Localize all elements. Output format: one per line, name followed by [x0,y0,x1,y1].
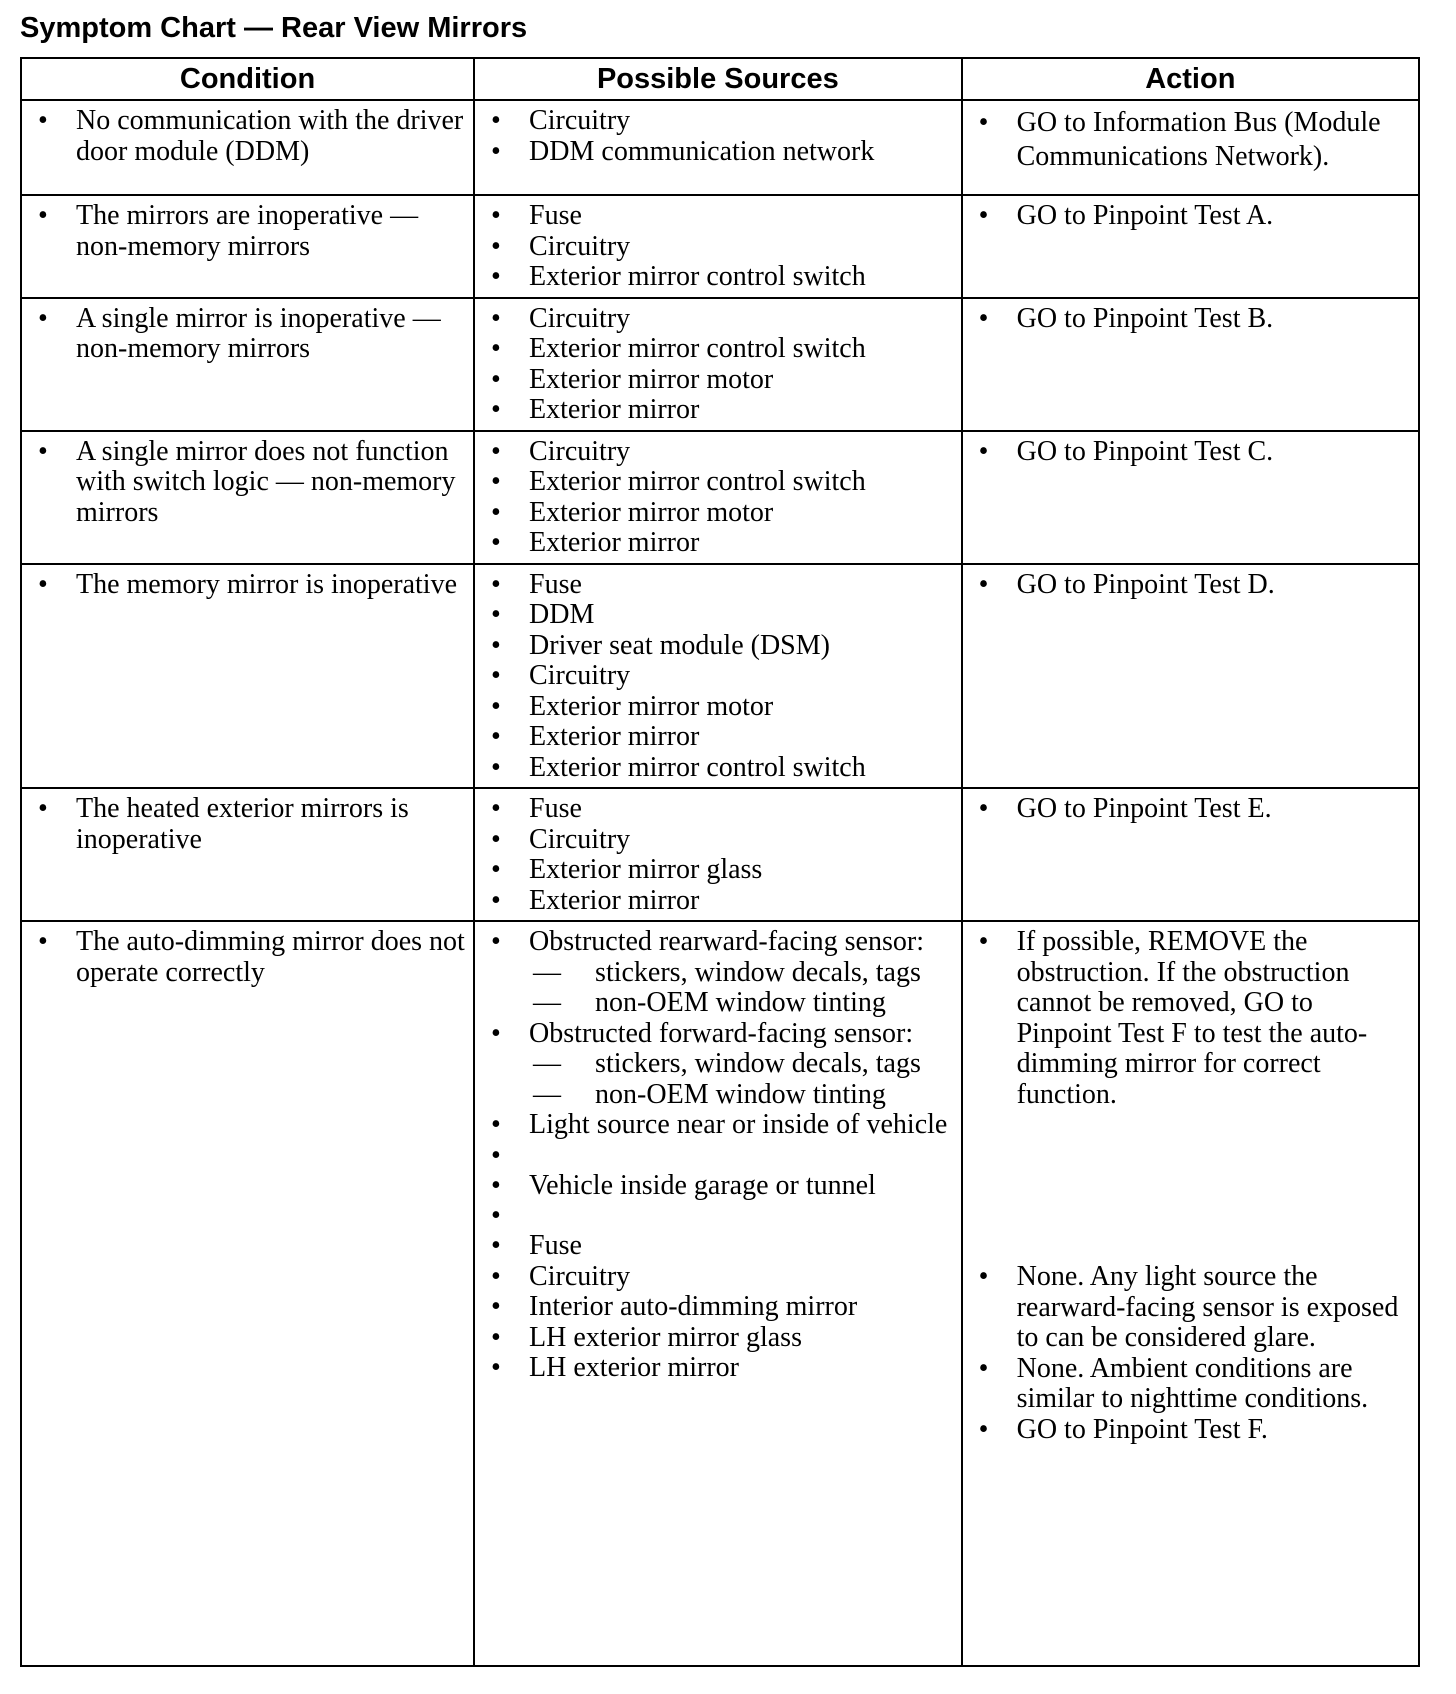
condition-cell [21,788,474,921]
action-cell [962,788,1419,921]
chart-title: Symptom Chart — Rear View Mirrors [20,12,528,44]
condition-cell [21,195,474,298]
source-item: • Exterior mirror control switch [483,334,955,365]
source-item: • Circuitry [483,825,955,856]
source-item: • Exterior mirror control switch [483,467,955,498]
condition-text: • A single mirror does not function with switch logic — non-memory mirrors [30,437,467,529]
sources-cell [474,195,962,298]
source-item: • Exterior mirror [483,886,955,917]
action-item: • None. Ambient conditions are similar to nighttime conditions. [971,1354,1412,1415]
action-item: • GO to Pinpoint Test C. [971,437,1412,468]
condition-cell [21,100,474,195]
spacer [483,1201,955,1231]
action-cell [962,564,1419,789]
header-action: Action [962,58,1419,100]
symptom-chart-table [20,57,1420,1667]
source-item [483,927,955,1019]
action-cell [962,298,1419,431]
sources-cell [474,921,962,1666]
condition-cell [21,431,474,564]
sources-cell [474,431,962,564]
source-item: • Light source near or inside of vehicle [483,1110,955,1141]
source-subitem: — non-OEM window tinting [529,988,955,1019]
sources-cell [474,564,962,789]
action-item: • GO to Pinpoint Test A. [971,201,1412,232]
source-item: • Exterior mirror control switch [483,753,955,784]
table-row [21,431,1419,564]
source-item: • DDM communication network [483,137,955,168]
condition-cell [21,298,474,431]
sources-cell [474,298,962,431]
source-item: • DDM [483,600,955,631]
action-cell [962,921,1419,1666]
header-row [21,58,1419,100]
source-heading: Obstructed forward-facing sensor: [529,1017,914,1049]
action-item: • GO to Pinpoint Test B. [971,304,1412,335]
action-item: • GO to Pinpoint Test E. [971,794,1412,825]
source-item [483,1019,955,1111]
sources-cell [474,100,962,195]
source-item: • Fuse [483,1231,955,1262]
source-item: • Fuse [483,794,955,825]
source-item: • Fuse [483,570,955,601]
source-item: • Circuitry [483,106,955,137]
table-row [21,921,1419,1666]
action-item: • If possible, REMOVE the obstruction. If the obstruction cannot be removed, GO to Pinpoint Test F to test the auto-dimming mirror for correct function. [971,927,1412,1110]
table-row [21,788,1419,921]
source-item: • Circuitry [483,437,955,468]
condition-text: • The auto-dimming mirror does not operate correctly [30,927,467,988]
table-row [21,195,1419,298]
condition-text: • A single mirror is inoperative — non-memory mirrors [30,304,467,365]
header-possible-sources: Possible Sources [474,58,962,100]
action-item: • GO to Pinpoint Test F. [971,1415,1412,1446]
condition-cell [21,921,474,1666]
source-heading: Obstructed rearward-facing sensor: [529,926,924,957]
action-item: • GO to Pinpoint Test D. [971,570,1412,601]
source-item: • Circuitry [483,304,955,335]
source-item: • Driver seat module (DSM) [483,631,955,662]
source-item: • LH exterior mirror [483,1353,955,1384]
source-item: • Exterior mirror glass [483,855,955,886]
source-subitem: — non-OEM window tinting [529,1080,955,1111]
source-item: • Exterior mirror motor [483,365,955,396]
header-condition: Condition [21,58,474,100]
source-subitem: — stickers, window decals, tags [529,958,955,989]
condition-text: • The heated exterior mirrors is inoperative [30,794,467,855]
action-cell [962,100,1419,195]
source-item: • Exterior mirror [483,395,955,426]
source-item: • Exterior mirror motor [483,498,955,529]
action-cell [962,431,1419,564]
condition-text: • No communication with the driver door module (DDM) [30,106,467,167]
source-item: • Exterior mirror [483,528,955,559]
table-row [21,298,1419,431]
source-item: • Circuitry [483,661,955,692]
spacer [483,1141,955,1171]
sources-cell [474,788,962,921]
action-item: • GO to Information Bus (Module Communications Network). [971,106,1412,174]
action-item: • None. Any light source the rearward-facing sensor is exposed to can be considered glare. [971,1262,1412,1354]
table-row [21,100,1419,195]
source-item: • Exterior mirror control switch [483,262,955,293]
source-item: • Exterior mirror [483,722,955,753]
condition-text: • The mirrors are inoperative — non-memory mirrors [30,201,467,262]
source-item: • LH exterior mirror glass [483,1323,955,1354]
source-item: • Circuitry [483,1262,955,1293]
condition-cell [21,564,474,789]
condition-text: • The memory mirror is inoperative [30,570,467,601]
source-item: • Exterior mirror motor [483,692,955,723]
source-item: • Vehicle inside garage or tunnel [483,1171,955,1202]
source-item: • Interior auto-dimming mirror [483,1292,955,1323]
source-item: • Fuse [483,201,955,232]
table-row [21,564,1419,789]
action-cell [962,195,1419,298]
source-subitem: — stickers, window decals, tags [529,1049,955,1080]
source-item: • Circuitry [483,232,955,263]
